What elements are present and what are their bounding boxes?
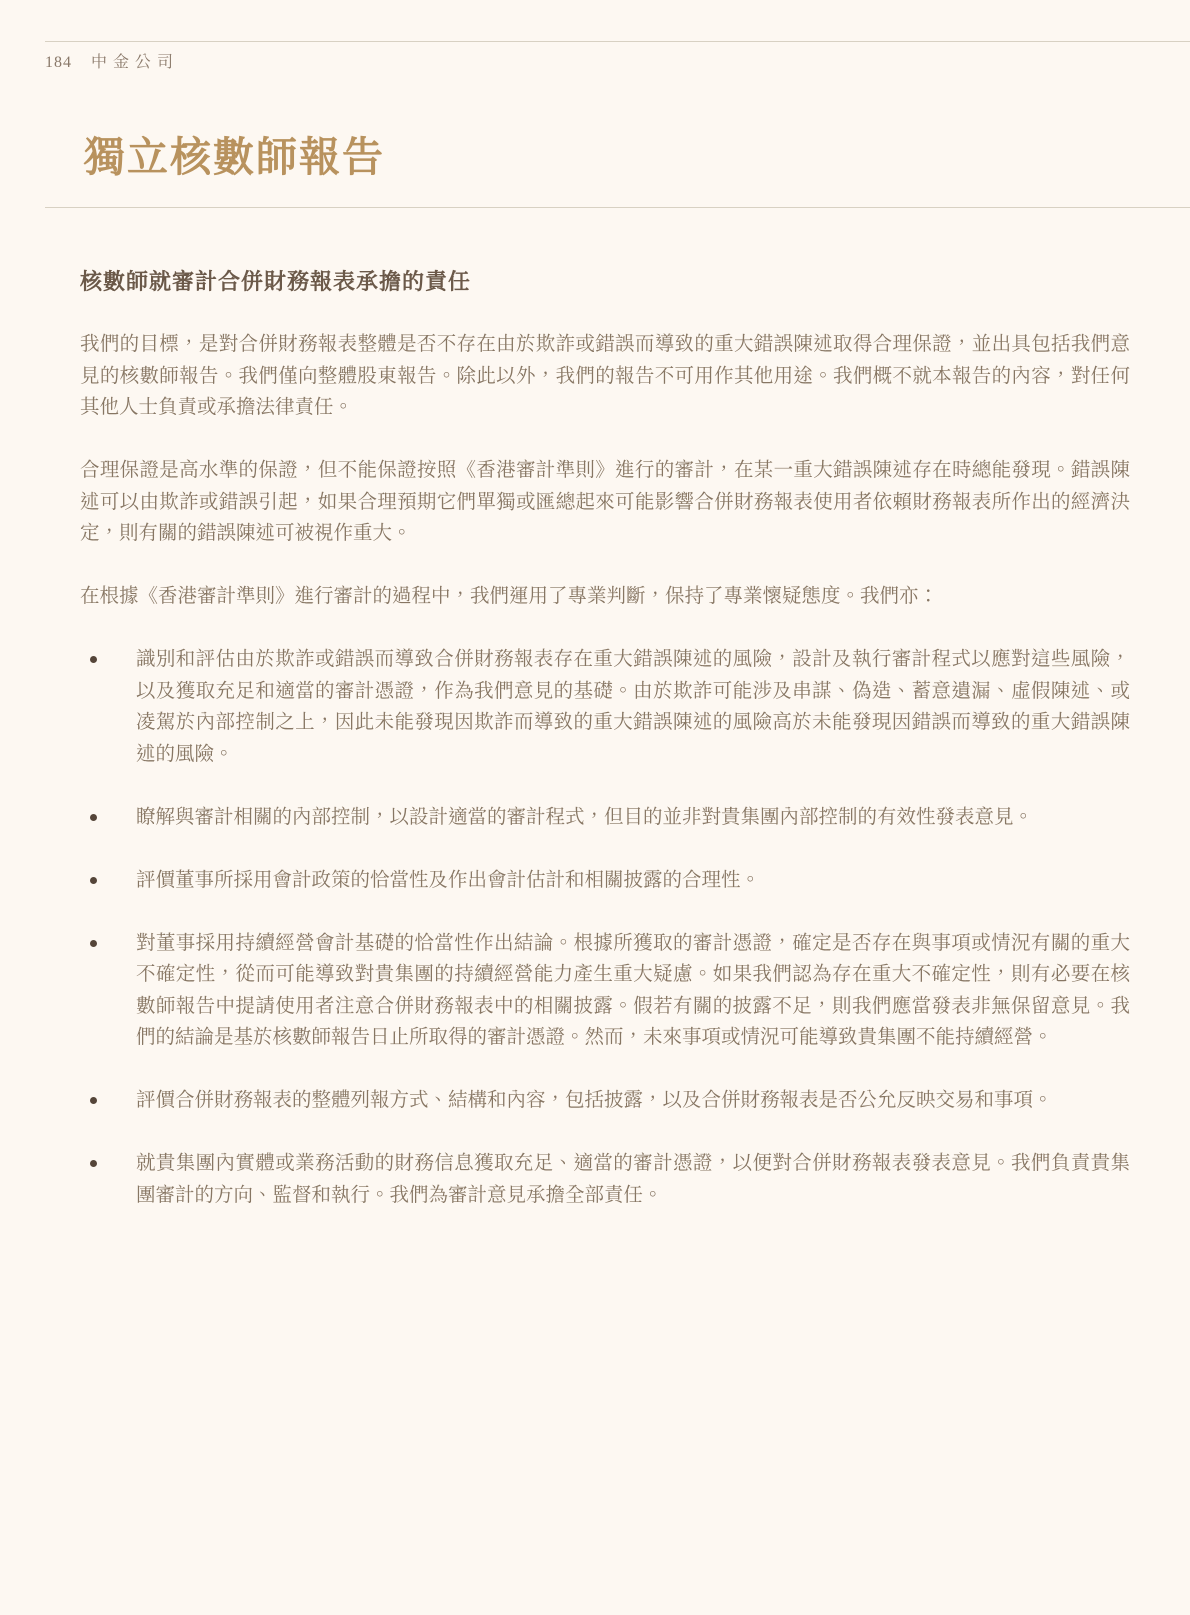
bullet-text: 評價合併財務報表的整體列報方式、結構和內容，包括披露，以及合併財務報表是否公允反映交易和事項。 — [136, 1090, 1053, 1111]
page-number: 184 — [45, 54, 72, 71]
bullet-text: 評價董事所採用會計政策的恰當性及作出會計估計和相關披露的合理性。 — [136, 869, 761, 891]
report-title: 獨立核數師報告 — [84, 134, 385, 180]
bullet-text: 就貴集團內實體或業務活動的財務信息獲取充足、適當的審計憑證，以便對合併財務報表發表意見。我們負責貴集團審計的方向、監督和執行。我們為審計意見承擔全部責任。 — [136, 1153, 1130, 1206]
bullet-item-risk-identification — [80, 644, 1130, 770]
bullet-text: 瞭解與審計相關的內部控制，以設計適當的審計程式，但目的並非對貴集團內部控制的有效性發表意見。 — [136, 806, 1034, 828]
bullet-item-presentation — [80, 1085, 1130, 1117]
bullet-icon — [90, 877, 97, 884]
bullet-item-going-concern — [80, 928, 1130, 1054]
section-heading: 核數師就審計合併財務報表承擔的責任 — [80, 269, 472, 294]
bullet-item-group-audit-evidence — [80, 1148, 1130, 1211]
bullet-icon — [90, 656, 97, 663]
bullet-icon — [90, 1160, 97, 1167]
paragraph-professional-judgement: 在根據《香港審計準則》進行審計的過程中，我們運用了專業判斷，保持了專業懷疑態度。我們亦： — [80, 586, 939, 607]
company-name: 中金公司 — [91, 54, 180, 71]
bullet-text: 識別和評估由於欺詐或錯誤而導致合併財務報表存在重大錯誤陳述的風險，設計及執行審計程式以應對這些風險，以及獲取充足和適當的審計憑證，作為我們意見的基礎。由於欺詐可能涉及串謀、偽造、蓄意遺漏、虛假陳述、或凌駕於內部控制之上，因此未能發現因欺詐而導致的重大錯誤陳述的風險高於未能發現因錯誤而導致的重大錯誤陳述的風險。 — [136, 649, 1130, 765]
bullet-text: 對董事採用持續經營會計基礎的恰當性作出結論。根據所獲取的審計憑證，確定是否存在與事項或情況有關的重大不確定性，從而可能導致對貴集團的持續經營能力產生重大疑慮。如果我們認為存在重大不確定性，則有必要在核數師報告中提請使用者注意合併財務報表中的相關披露。假若有關的披露不足，則我們應當發表非無保留意見。我們的結論是基於核數師報告日止所取得的審計憑證。然而，未來事項或情況可能導致貴集團不能持續經營。 — [136, 932, 1130, 1048]
title-underline-rule — [45, 207, 1190, 208]
report-body — [80, 266, 1130, 1243]
paragraph-objective: 我們的目標，是對合併財務報表整體是否不存在由於欺詐或錯誤而導致的重大錯誤陳述取得合理保證，並出具包括我們意見的核數師報告。我們僅向整體股東報告。除此以外，我們的報告不可用作其他用途。我們概不就本報告的內容，對任何其他人士負責或承擔法律責任。 — [80, 334, 1130, 418]
paragraph-reasonable-assurance: 合理保證是高水準的保證，但不能保證按照《香港審計準則》進行的審計，在某一重大錯誤陳述存在時總能發現。錯誤陳述可以由欺詐或錯誤引起，如果合理預期它們單獨或匯總起來可能影響合併財務報表使用者依賴財務報表所作出的經濟決定，則有關的錯誤陳述可被視作重大。 — [80, 460, 1130, 544]
header-row — [45, 53, 179, 73]
bullet-icon — [90, 1097, 97, 1104]
bullet-item-accounting-policies — [80, 865, 1130, 897]
bullet-icon — [90, 814, 97, 821]
bullet-icon — [90, 940, 97, 947]
bullet-item-internal-control — [80, 802, 1130, 834]
header-top-rule — [45, 41, 1190, 42]
